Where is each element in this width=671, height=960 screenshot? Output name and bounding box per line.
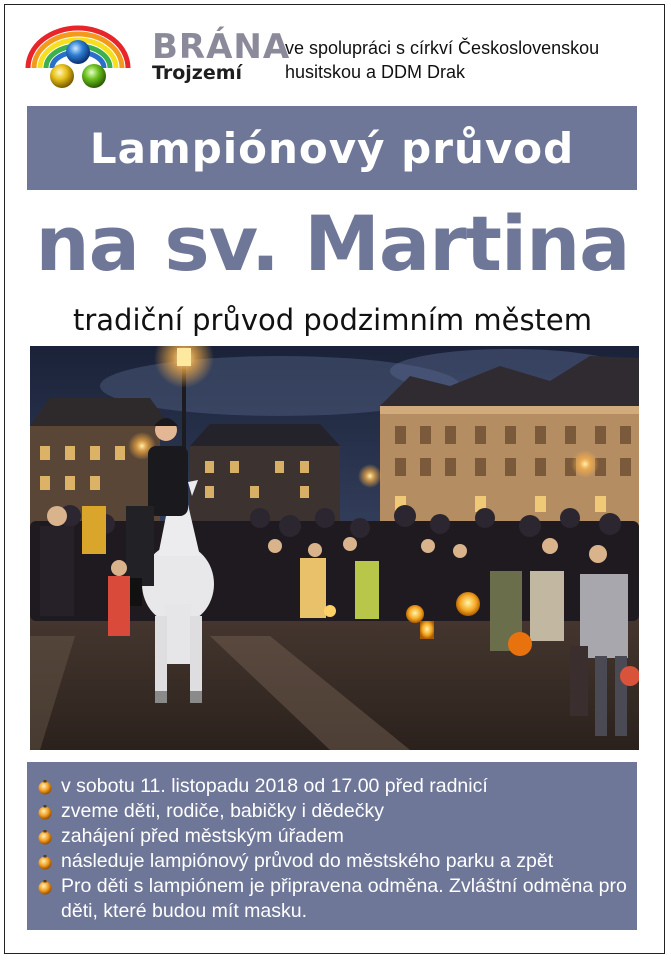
list-item: [35, 874, 627, 924]
lantern-icon: [37, 779, 53, 795]
cooperation-note: [285, 36, 655, 84]
logo-sub-text: Trojzemí: [152, 62, 243, 84]
info-item-text: následuje lampiónový průvod do městského parku a zpět: [61, 850, 554, 872]
list-item: [35, 774, 627, 799]
cooperation-line-2: husitskou a DDM Drak: [285, 62, 466, 82]
info-item-text: Pro děti s lampiónem je připravena odměna. Zvláštní odměna pro děti, které budou mít masku.: [61, 875, 627, 922]
event-info-list: [35, 774, 627, 924]
brana-trojzemi-logo: [24, 20, 291, 92]
title-band: [27, 106, 637, 190]
info-item-text: zveme děti, rodiče, babičky i dědečky: [61, 800, 384, 822]
town-square-procession-photo: [30, 346, 639, 750]
cooperation-line-1: ve spolupráci s církví Československou: [285, 38, 600, 58]
lantern-icon: [37, 804, 53, 820]
lantern-icon: [37, 879, 53, 895]
info-item-text: v sobotu 11. listopadu 2018 od 17.00 před radnicí: [61, 775, 488, 797]
list-item: [35, 799, 627, 824]
event-info-box: [27, 762, 637, 930]
lantern-icon: [37, 829, 53, 845]
lantern-icon: [37, 854, 53, 870]
list-item: [35, 849, 627, 874]
main-title: na sv. Martina: [35, 199, 630, 288]
subtitle: tradiční průvod podzimním městem: [72, 303, 593, 337]
logo-brand-text: BRÁNA: [152, 27, 291, 67]
info-item-text: zahájení před městským úřadem: [61, 825, 344, 847]
rainbow-eye-logo-icon: [24, 20, 154, 92]
title-band-text: Lampiónový průvod: [89, 123, 575, 173]
list-item: [35, 824, 627, 849]
